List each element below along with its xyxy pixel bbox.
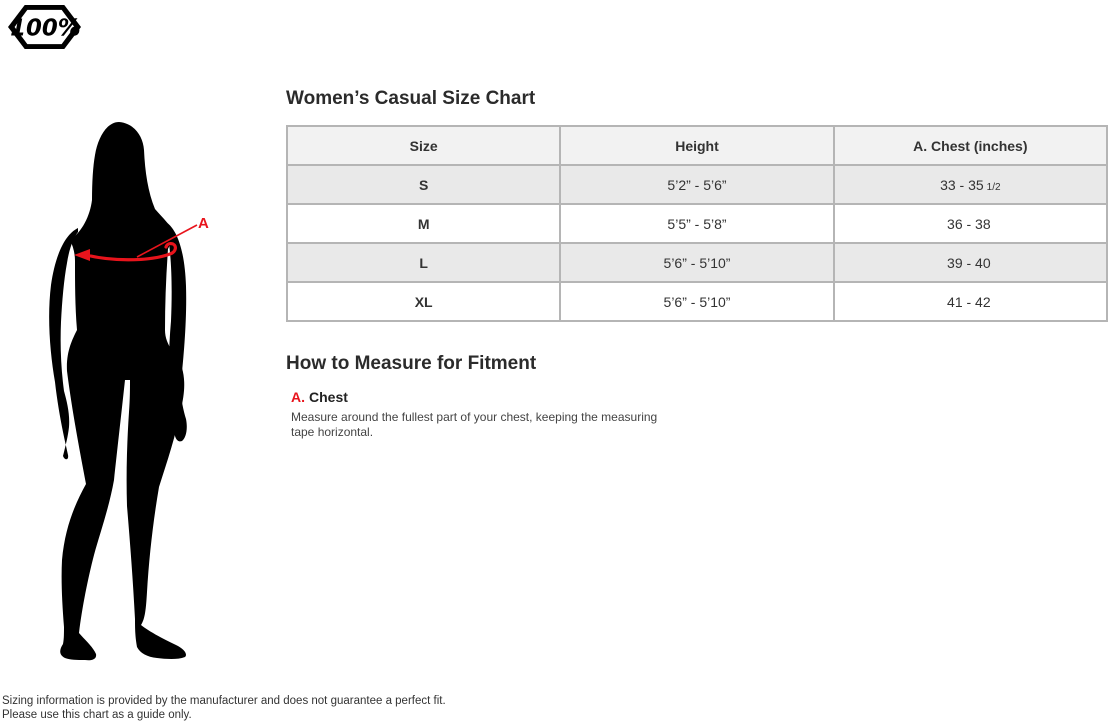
- chest-cell: [834, 204, 1107, 243]
- measure-guide-title: How to Measure for Fitment: [286, 353, 537, 374]
- measure-item-chest: [286, 389, 1108, 440]
- chest-value: 41 - 42: [947, 293, 991, 310]
- chest-value: 39 - 40: [947, 254, 991, 271]
- table-row-s: [287, 165, 1107, 204]
- size-cell: XL: [287, 282, 560, 321]
- brand-logo-100-percent: [8, 5, 81, 49]
- measure-item-description: Measure around the fullest part of your chest, keeping the measuring tape horizontal.: [291, 410, 658, 439]
- chest-cell: [834, 243, 1107, 282]
- footer-line-1: Sizing information is provided by the manufacturer and does not guarantee a perfect fit.: [2, 695, 446, 707]
- woman-silhouette: [60, 122, 186, 660]
- column-header-size: Size: [287, 126, 560, 165]
- chest-cell: [834, 282, 1107, 321]
- size-cell: M: [287, 204, 560, 243]
- table-row-l: [287, 243, 1107, 282]
- chest-value: 36 - 38: [947, 215, 991, 232]
- measurement-figure: [30, 112, 265, 672]
- table-row-xl: [287, 282, 1107, 321]
- header-row: [287, 126, 1107, 165]
- page-title: Women’s Casual Size Chart: [286, 88, 536, 109]
- height-cell: 5’2” - 5’6”: [560, 165, 833, 204]
- chest-fraction: 1/2: [986, 181, 1001, 193]
- measure-item-label: A.: [291, 389, 305, 405]
- chest-cell: [834, 165, 1107, 204]
- annotation-label-a: A: [198, 215, 209, 232]
- size-chart-table: [286, 125, 1108, 322]
- footer-line-2: Please use this chart as a guide only.: [2, 709, 192, 721]
- height-cell: 5’6” - 5’10”: [560, 282, 833, 321]
- size-cell: S: [287, 165, 560, 204]
- measure-item-name: Chest: [309, 389, 348, 405]
- column-header-height: Height: [560, 126, 833, 165]
- table-row-m: [287, 204, 1107, 243]
- chest-value: 33 - 35: [940, 176, 984, 193]
- size-cell: L: [287, 243, 560, 282]
- logo-text: 100%: [10, 15, 81, 42]
- height-cell: 5’5” - 5’8”: [560, 204, 833, 243]
- content-column: [286, 89, 1108, 440]
- height-cell: 5’6” - 5’10”: [560, 243, 833, 282]
- column-header-chest: A. Chest (inches): [834, 126, 1107, 165]
- footer-disclaimer: [2, 694, 446, 721]
